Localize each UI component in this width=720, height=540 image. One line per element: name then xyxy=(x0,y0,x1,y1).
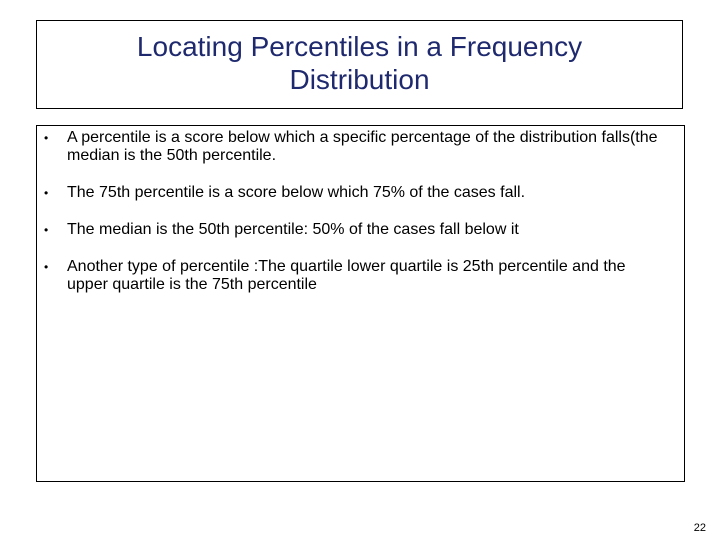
slide-title: Locating Percentiles in a Frequency Distribution xyxy=(136,30,583,95)
bullet-item xyxy=(37,221,684,239)
bullet-text: The 75th percentile is a score below which 75% of the cases fall. xyxy=(67,184,526,201)
bullet-item xyxy=(37,258,684,294)
bullet-dot: • xyxy=(44,186,49,200)
bullet-item xyxy=(37,129,684,165)
content-box xyxy=(36,125,685,482)
bullet-text: A percentile is a score below which a specific percentage of the distribution falls(the median is the 50th percentile. xyxy=(67,129,658,164)
bullet-text: The median is the 50th percentile: 50% of the cases fall below it xyxy=(67,221,519,238)
page-number: 22 xyxy=(693,522,706,534)
bullet-dot: • xyxy=(44,131,49,145)
bullet-dot: • xyxy=(44,223,49,237)
bullet-text: Another type of percentile :The quartile lower quartile is 25th percentile and the upper quartile is the 75th percentile xyxy=(67,258,626,293)
title-box xyxy=(36,20,683,109)
bullet-list xyxy=(37,129,684,294)
bullet-dot: • xyxy=(44,260,49,274)
bullet-item xyxy=(37,184,684,202)
